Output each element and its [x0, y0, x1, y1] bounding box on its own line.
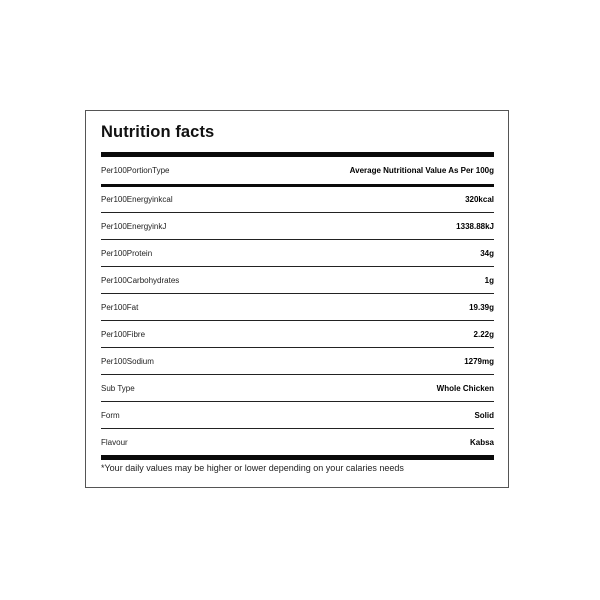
row-value: Average Nutritional Value As Per 100g [349, 166, 494, 175]
row-label: Per100Carbohydrates [101, 275, 180, 285]
nutrition-row-sub-type [101, 375, 494, 402]
nutrition-title: Nutrition facts [101, 123, 215, 141]
nutrition-row-flavour [101, 429, 494, 456]
row-value: 2.22g [473, 329, 494, 339]
row-value: 320kcal [465, 194, 494, 204]
row-value: Whole Chicken [436, 383, 494, 393]
row-label: Per100PortionType [101, 166, 170, 175]
nutrition-row-energy-kj [101, 213, 494, 240]
row-value: 1g [484, 275, 494, 285]
row-label: Sub Type [101, 383, 135, 393]
nutrition-facts-panel [85, 110, 509, 488]
row-label: Per100Protein [101, 248, 153, 258]
daily-values-footnote: *Your daily values may be higher or lower depending on your calaries needs [101, 463, 404, 473]
nutrition-row-energy-kcal [101, 186, 494, 213]
row-label: Per100Fibre [101, 329, 146, 339]
row-label: Per100EnergyinkJ [101, 221, 167, 231]
row-value: Kabsa [469, 438, 494, 447]
row-label: Per100Fat [101, 302, 139, 312]
bottom-thick-divider [101, 455, 494, 460]
nutrition-row-portion-type [101, 157, 494, 184]
row-label: Form [101, 410, 120, 420]
row-value: 1279mg [464, 356, 494, 366]
row-value: 34g [480, 248, 494, 258]
nutrition-row-form [101, 402, 494, 429]
row-label: Flavour [101, 438, 128, 447]
row-value: Solid [474, 410, 494, 420]
row-value: 1338.88kJ [456, 221, 494, 231]
nutrition-row-carbohydrates [101, 267, 494, 294]
row-label: Per100Energyinkcal [101, 194, 173, 204]
nutrition-row-fat [101, 294, 494, 321]
row-value: 19.39g [469, 302, 494, 312]
nutrition-row-sodium [101, 348, 494, 375]
nutrition-row-protein [101, 240, 494, 267]
row-label: Per100Sodium [101, 356, 154, 366]
nutrition-row-fibre [101, 321, 494, 348]
